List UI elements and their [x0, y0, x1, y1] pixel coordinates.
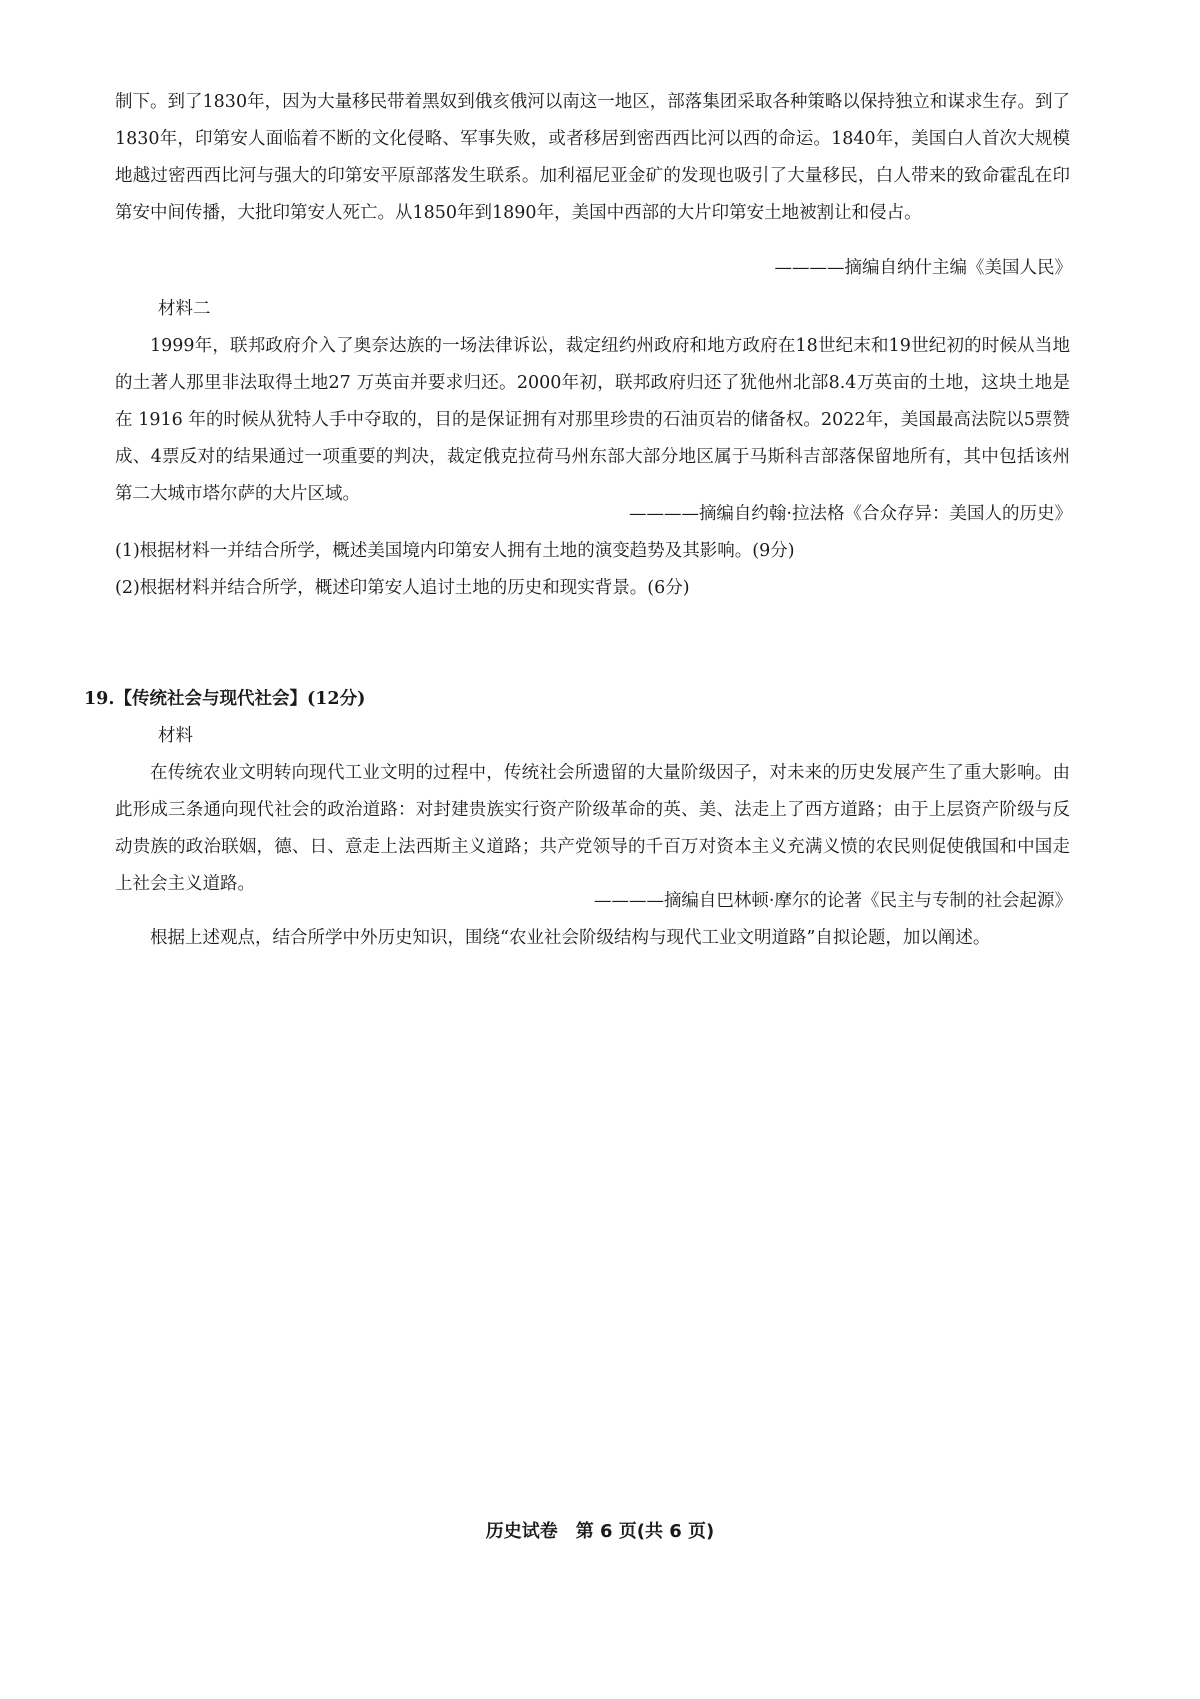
page-footer: 历史试卷 第 6 页(共 6 页) [485, 1521, 715, 1542]
question-18-part-1: (1)根据材料一并结合所学，概述美国境内印第安人拥有土地的演变趋势及其影响。(9分) [115, 541, 795, 561]
material-1-source: ————摘编自纳什主编《美国人民》 [774, 258, 1072, 278]
question-19-paragraph: 在传统农业文明转向现代工业文明的过程中，传统社会所遗留的大量阶级因子，对未来的历史发展产生了重大影响。由此形成三条通向现代社会的政治道路：对封建贵族实行资产阶级革命的英、美、法走上了西方道路；由于上层资产阶级与反动贵族的政治联姻，德、日、意走上法西斯主义道路；共产党领导的千百万对资本主义充满义愤的农民则促使俄国和中国走上社会主义道路。 [115, 763, 1070, 894]
material-2-label: 材料二 [158, 299, 211, 319]
material-2-source: ————摘编自约翰·拉法格《合众存异：美国人的历史》 [628, 504, 1072, 524]
material-2-paragraph: 1999年，联邦政府介入了奥奈达族的一场法律诉讼，裁定纽约州政府和地方政府在18世纪末和19世纪初的时候从当地的土著人那里非法取得土地27 万英亩并要求归还。2000年初，联邦政府归还了犹他州北部8.4万英亩的土地，这块土地是在 1916 年的时候从犹特人手中夺取的，目的是保证拥有对那里珍贵的石油页岩的储备权。2022年，美国最高法院以5票赞成、4票反对的结果通过一项重要的判决，裁定俄克拉荷马州东部大部分地区属于马斯科吉部落保留地所有，其中包括该州第二大城市塔尔萨的大片区域。 [115, 336, 1070, 504]
question-19-material-label: 材料 [158, 726, 193, 746]
material-1-paragraph: 制下。到了1830年，因为大量移民带着黑奴到俄亥俄河以南这一地区，部落集团采取各种策略以保持独立和谋求生存。到了 1830年，印第安人面临着不断的文化侵略、军事失败，或者移居到密西西比河以西的命运。1840年，美国白人首次大规模地越过密西西比河与强大的印第安平原部落发生联系。加利福尼亚金矿的发现也吸引了大量移民，白人带来的致命霍乱在印第安中间传播，大批印第安人死亡。从1850年到1890年，美国中西部的大片印第安土地被割让和侵占。 [115, 92, 1070, 223]
question-19-source: ————摘编自巴林顿·摩尔的论著《民主与专制的社会起源》 [593, 891, 1072, 911]
question-19-task: 根据上述观点，结合所学中外历史知识，围绕“农业社会阶级结构与现代工业文明道路”自拟论题，加以阐述。 [150, 928, 991, 948]
question-19-header: 19.【传统社会与现代社会】(12分) [84, 689, 366, 709]
question-18-part-2: (2)根据材料并结合所学，概述印第安人追讨土地的历史和现实背景。(6分) [115, 578, 690, 598]
